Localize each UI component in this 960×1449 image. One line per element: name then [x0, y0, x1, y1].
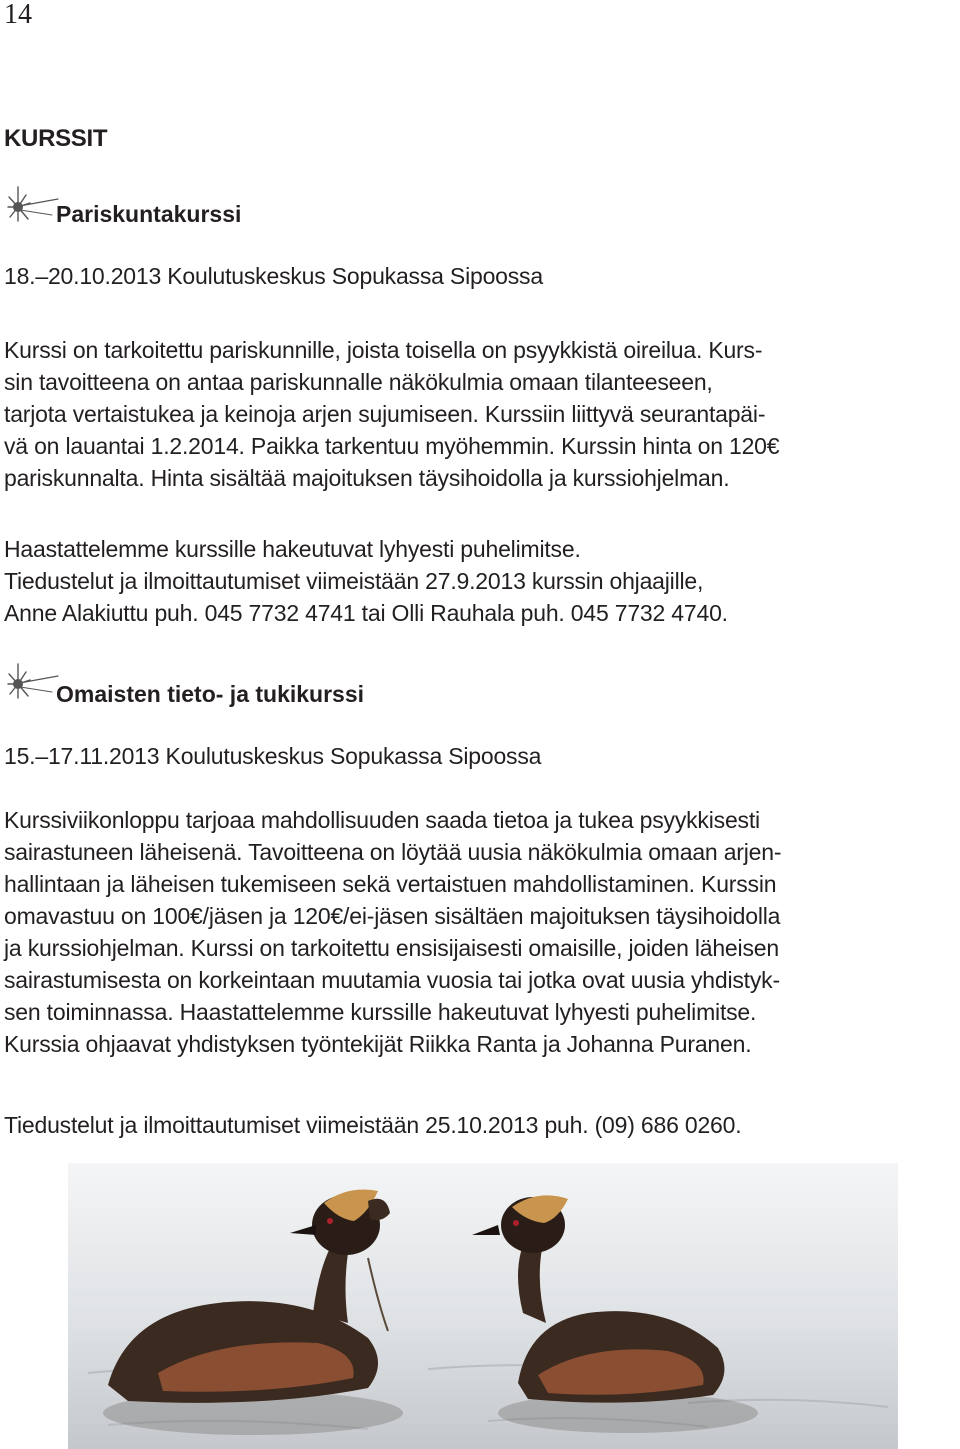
- section-title: Omaisten tieto- ja tukikurssi: [56, 681, 365, 707]
- text-line: Haastattelemme kurssille hakeutuvat lyhyesti puhelimitse.: [4, 536, 581, 562]
- grebes-photo: [68, 1163, 898, 1449]
- text-line: tarjota vertaistukea ja keinoja arjen sujumiseen. Kurssiin liittyvä seurantapäi-: [4, 401, 766, 427]
- text-line: ja kurssiohjelman. Kurssi on tarkoitettu ensisijaisesti omaisille, joiden läheisen: [4, 935, 779, 961]
- text-line: Anne Alakiuttu puh. 045 7732 4741 tai Olli Rauhala puh. 045 7732 4740.: [4, 600, 728, 626]
- star-burst-icon: [4, 660, 64, 710]
- section-title: Pariskuntakurssi: [56, 201, 242, 227]
- section-heading-omaisten-kurssi: [4, 660, 704, 712]
- description-paragraph: [4, 804, 781, 1060]
- text-line: sen toiminnassa. Haastattelemme kurssille hakeutuvat lyhyesti puhelimitse.: [4, 999, 757, 1025]
- text-line: Kurssia ohjaavat yhdistyksen työntekijät Riikka Ranta ja Johanna Puranen.: [4, 1031, 752, 1057]
- star-burst-icon: [4, 183, 64, 233]
- text-line: Kurssiviikonloppu tarjoaa mahdollisuuden saada tietoa ja tukea psyykkisesti: [4, 807, 760, 833]
- description-paragraph: [4, 334, 779, 494]
- text-line: omavastuu on 100€/jäsen ja 120€/ei-jäsen sisältäen majoituksen täysihoidolla: [4, 903, 781, 929]
- page-title: KURSSIT: [4, 125, 108, 152]
- text-line: sin tavoitteena on antaa pariskunnalle näkökulmia omaan tilanteeseen,: [4, 369, 713, 395]
- date-place: 15.–17.11.2013 Koulutuskeskus Sopukassa Sipoossa: [4, 743, 542, 769]
- text-line: sairastuneen läheisenä. Tavoitteena on löytää uusia näkökulmia omaan arjen-: [4, 839, 782, 865]
- text-line: vä on lauantai 1.2.2014. Paikka tarkentuu myöhemmin. Kurssin hinta on 120€: [4, 433, 780, 459]
- date-place: 18.–20.10.2013 Koulutuskeskus Sopukassa Sipoossa: [4, 263, 543, 289]
- contact-line: Tiedustelut ja ilmoittautumiset viimeistään 25.10.2013 puh. (09) 686 0260.: [4, 1112, 742, 1138]
- text-line: sairastumisesta on korkeintaan muutamia vuosia tai jotka ovat uusia yhdistyk-: [4, 967, 780, 993]
- text-line: pariskunnalta. Hinta sisältää majoituksen täysihoidolla ja kurssiohjelman.: [4, 465, 730, 491]
- text-line: Tiedustelut ja ilmoittautumiset viimeistään 27.9.2013 kurssin ohjaajille,: [4, 568, 704, 594]
- text-line: Kurssi on tarkoitettu pariskunnille, joista toisella on psyykkistä oireilua. Kurs-: [4, 337, 763, 363]
- section-heading-pariskuntakurssi: [4, 183, 704, 235]
- contact-paragraph: [4, 533, 728, 629]
- text-line: hallintaan ja läheisen tukemiseen sekä vertaistuen mahdollistaminen. Kurssin: [4, 871, 777, 897]
- page-number: 14: [4, 0, 32, 30]
